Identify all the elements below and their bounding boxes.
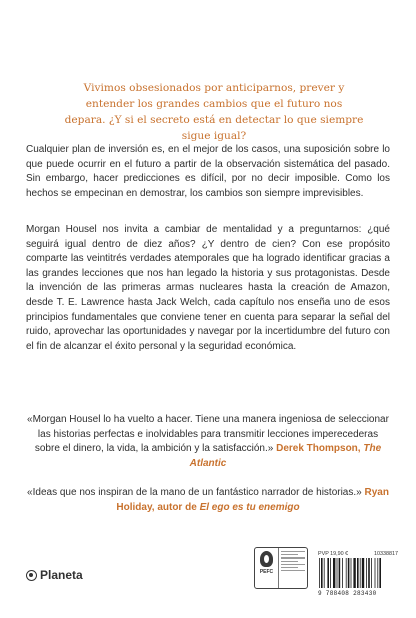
review-quote-2 [26, 486, 390, 515]
isbn-digits: 9 788408 283430 [318, 590, 377, 597]
product-code: 10338817 [374, 551, 398, 557]
quote-author: Ryan Holiday, autor de [116, 487, 389, 513]
publisher-name: Planeta [40, 568, 83, 582]
quote-text: «Ideas que nos inspiran de la mano de un fantástico narrador de historias.» [27, 487, 362, 498]
price-label: PVP 19,90 € [318, 551, 349, 557]
synopsis-paragraph-2: Morgan Housel nos invita a cambiar de mentalidad y a preguntarnos: ¿qué seguirá igual dentro de diez años? ¿Y dentro de cien? Con ese propósito comparte las veintitrés verdades atemporales que ha logrado identificar gracias a las grandes lecciones que nos han legado la historia y sus protagonistas. Desde la invención de las primeras armas nucleares hasta la creación de Amazon, desde T. E. Lawrence hasta Jack Welch, cada capítulo nos enseña uno de esos principios fundamentales que conviene tener en cuenta para separar la señal del ruido, aprovechar las oportunidades y navegar por la incertidumbre del futuro con el fin de alcanzar el éxito personal y la seguridad económica. [26, 224, 390, 352]
planeta-logo-icon [26, 570, 37, 581]
pefc-tree-icon [260, 551, 273, 567]
barcode-icon [318, 558, 398, 588]
pefc-label: PEFC [259, 569, 274, 575]
quote-author: Derek Thompson, [276, 443, 361, 455]
publisher-logo [26, 568, 83, 582]
quote-source: El ego es tu enemigo [199, 501, 300, 513]
price-row [318, 551, 398, 557]
review-quote-1 [26, 413, 390, 471]
pefc-fine-print [279, 548, 307, 588]
quote-source: The Atlantic [189, 443, 382, 469]
pefc-certification-badge [254, 547, 308, 589]
synopsis-paragraph-1: Cualquier plan de inversión es, en el mejor de los casos, una suposición sobre lo que puede ocurrir en el futuro a partir de la observación sistemática del pasado. Sin embargo, hacer predicciones es difícil, por no decir imposible. Como los hechos se empecinan en demostrar, los cambios son siempre imprevisibles. [26, 144, 390, 199]
back-cover-headline: Vivimos obsesionados por anticiparnos, prever y entender los grandes cambios que el futuro nos depara. ¿Y si el secreto está en detectar lo que siempre sigue igual? [64, 82, 364, 142]
quote-text: «Morgan Housel lo ha vuelto a hacer. Tiene una manera ingeniosa de seleccionar las historias perfectas e inolvidables para transmitir lecciones imperecederas sobre el dinero, la vida, la ambición y la satisfacción.» [27, 414, 389, 455]
